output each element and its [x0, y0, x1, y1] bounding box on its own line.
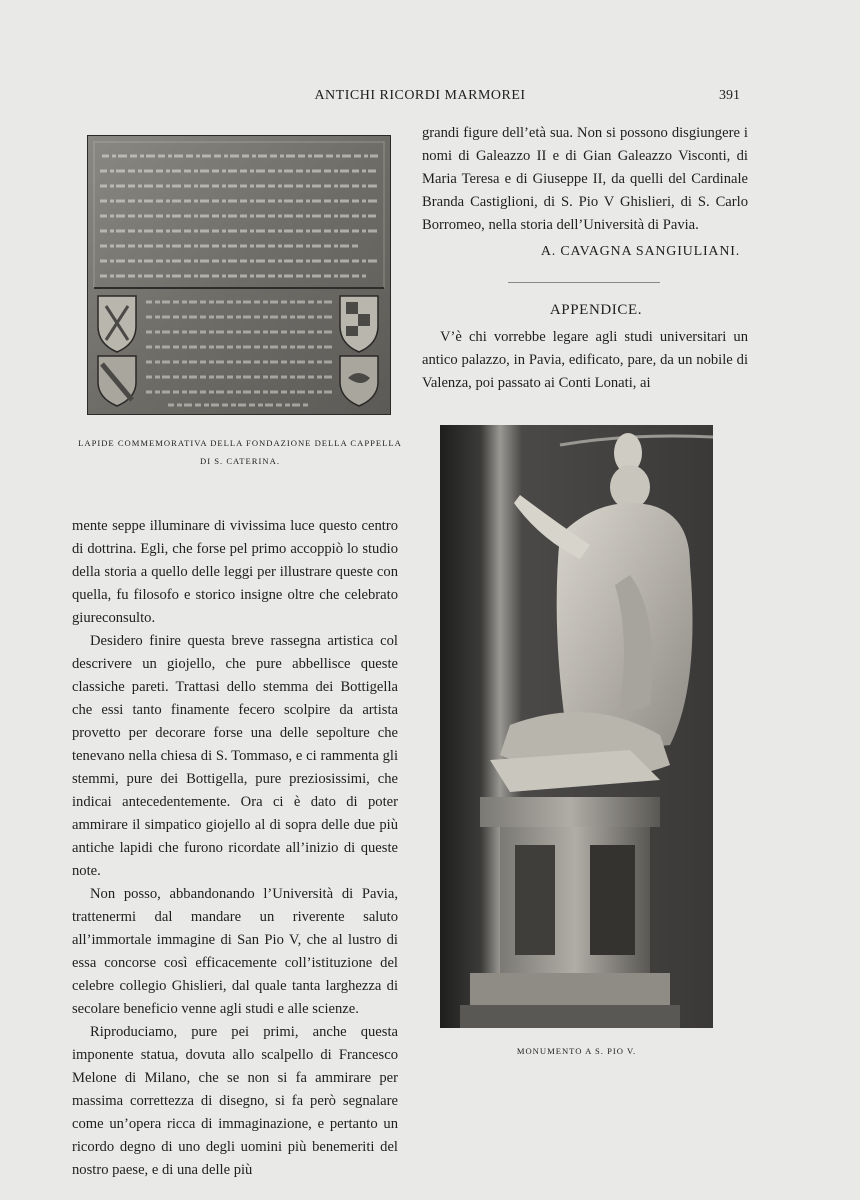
- statue-illustration: [440, 425, 713, 1028]
- plaque-illustration: [88, 136, 390, 414]
- left-column-text: [72, 515, 398, 1182]
- running-title: ANTICHI RICORDI MARMOREI: [314, 88, 526, 103]
- plaque-image: [88, 136, 390, 414]
- author-signature: A. CAVAGNA SANGIULIANI.: [540, 244, 740, 259]
- paragraph: mente seppe illuminare di vivissima luce questo centro di dottrina. Egli, che forse pel primo accoppiò lo studio della storia a quello delle leggi per illustrare queste con quella, fu filosofo e storico insigne oltre che celebrato giureconsulto.: [72, 518, 398, 626]
- paragraph: Desidero finire questa breve rassegna artistica col descrivere un giojello, che pure abbellisce queste classiche pareti. Trattasi dello stemma dei Bottigella che essi tanto finamente fecero scolpire da artista provetto per decorare forse una delle sepolture che tenevano nella chiesa di S. Tommaso, e ci rammenta gli stemmi, pure dei Bottigella, pure preziosissimi, che indicai antecedentemente. Ora ci è dato di poter ammirare il simpatico giojello al di sopra delle due più antiche lapidi che furono ricordate all’inizio di queste note.: [72, 633, 398, 879]
- paragraph: Non posso, abbandonando l’Università di Pavia, trattenermi dal mandare un riverente saluto all’immortale immagine di San Pio V, che al lustro di essa concorse così efficacemente coll’istituzione del celebre collegio Ghislieri, dal quale tanta larghezza di secolare beneficio venne agli studi e alle scienze.: [72, 886, 398, 1017]
- paragraph: V’è chi vorrebbe legare agli studi universitari un antico palazzo, in Pavia, edificato, pare, da un nobile di Valenza, poi passato ai Conti Lonati, ai: [422, 329, 748, 391]
- statue-photo: [440, 425, 713, 1028]
- paragraph: Riproduciamo, pure pei primi, anche questa imponente statua, dovuta allo scalpello di Francesco Melone di Milano, che se non si fa ammirare per massima correttezza di disegno, si fa però segnalare come un’opera ricca di immaginazione, e pertanto un ricordo degno di uno degli uomini più benemeriti del nostro paese, e di una delle più: [72, 1024, 398, 1178]
- paragraph: grandi figure dell’età sua. Non si possono disgiungere i nomi di Galeazzo II e di Gian Galeazzo Visconti, di Maria Teresa e di Giuseppe II, da quelli del Cardinale Branda Castiglioni, di S. Pio V Ghislieri, di S. Carlo Borromeo, nella storia dell’Università di Pavia.: [422, 125, 748, 233]
- section-divider: [508, 282, 660, 283]
- appendix-heading: APPENDICE.: [549, 302, 643, 318]
- page-number: 391: [719, 88, 740, 103]
- appendix-text: [422, 326, 748, 395]
- plaque-caption-line-1: LAPIDE COMMEMORATIVA DELLA FONDAZIONE DELLA CAPPELLA: [78, 438, 402, 448]
- plaque-caption: [60, 434, 420, 470]
- right-column-text: [422, 122, 748, 237]
- statue-caption: MONUMENTO A S. PIO V.: [516, 1046, 637, 1056]
- plaque-caption-line-2: DI S. CATERINA.: [200, 456, 280, 466]
